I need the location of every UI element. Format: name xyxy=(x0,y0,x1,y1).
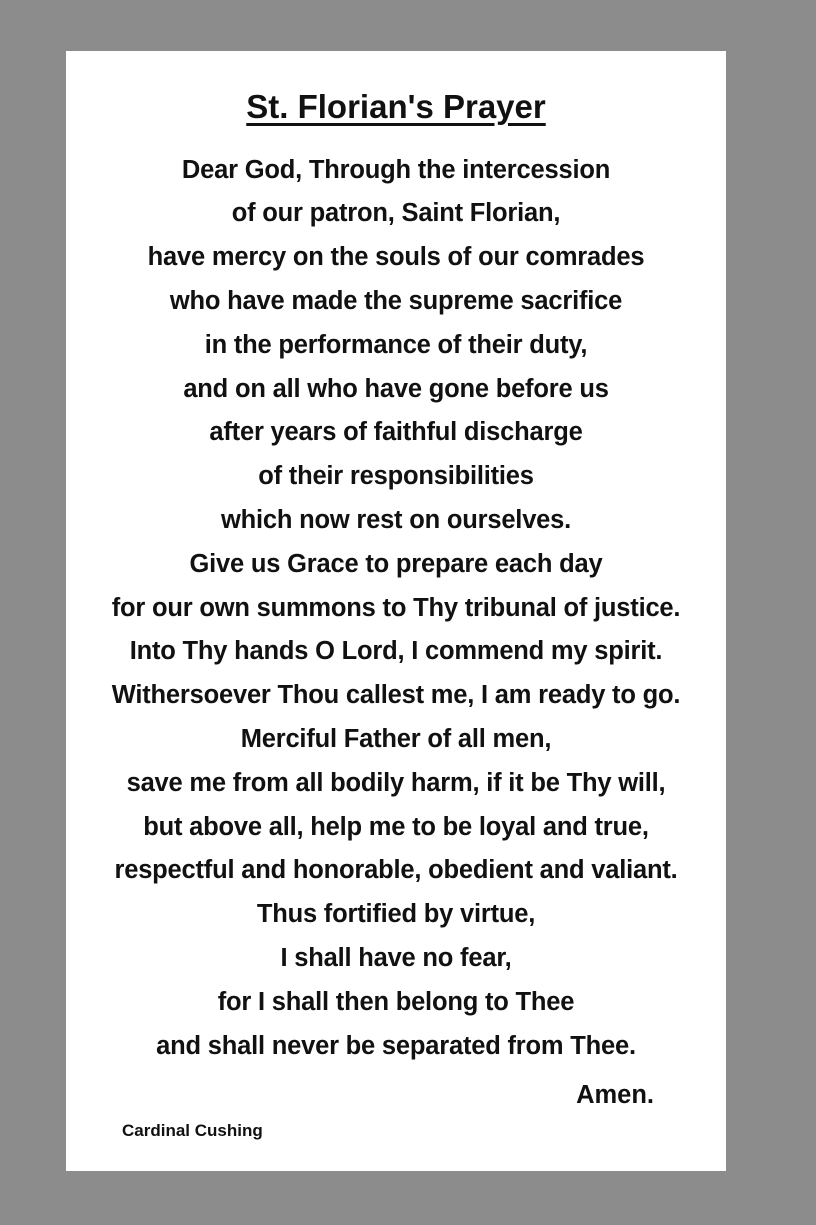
prayer-line: but above all, help me to be loyal and true, xyxy=(143,812,649,841)
prayer-line: Withersoever Thou callest me, I am ready to go. xyxy=(111,681,681,710)
prayer-line: in the performance of their duty, xyxy=(204,330,588,359)
prayer-page xyxy=(66,51,726,1171)
prayer-line: and shall never be separated from Thee. xyxy=(156,1031,636,1060)
prayer-line: and on all who have gone before us xyxy=(183,374,609,403)
prayer-line: have mercy on the souls of our comrades xyxy=(147,243,645,272)
prayer-line: Give us Grace to prepare each day xyxy=(189,549,603,578)
prayer-line: of our patron, Saint Florian, xyxy=(231,199,561,228)
prayer-line: respectful and honorable, obedient and valiant. xyxy=(114,856,678,885)
prayer-line: Into Thy hands O Lord, I commend my spirit. xyxy=(129,637,663,666)
prayer-line: save me from all bodily harm, if it be Thy will, xyxy=(126,768,666,797)
prayer-line: of their responsibilities xyxy=(258,462,534,491)
prayer-line: Merciful Father of all men, xyxy=(240,724,552,753)
prayer-line: Dear God, Through the intercession xyxy=(181,155,611,184)
prayer-line: for our own summons to Thy tribunal of justice. xyxy=(111,593,681,622)
prayer-line: for I shall then belong to Thee xyxy=(217,987,575,1016)
prayer-line: who have made the supreme sacrifice xyxy=(169,286,623,315)
prayer-line: Thus fortified by virtue, xyxy=(256,900,536,929)
page-title: St. Florian's Prayer xyxy=(246,88,546,125)
prayer-line: after years of faithful discharge xyxy=(209,418,583,447)
prayer-body xyxy=(94,149,698,1069)
prayer-line: I shall have no fear, xyxy=(280,943,512,972)
attribution: Cardinal Cushing xyxy=(122,1121,263,1140)
prayer-line: which now rest on ourselves. xyxy=(220,505,572,534)
prayer-closing: Amen. xyxy=(576,1081,654,1110)
